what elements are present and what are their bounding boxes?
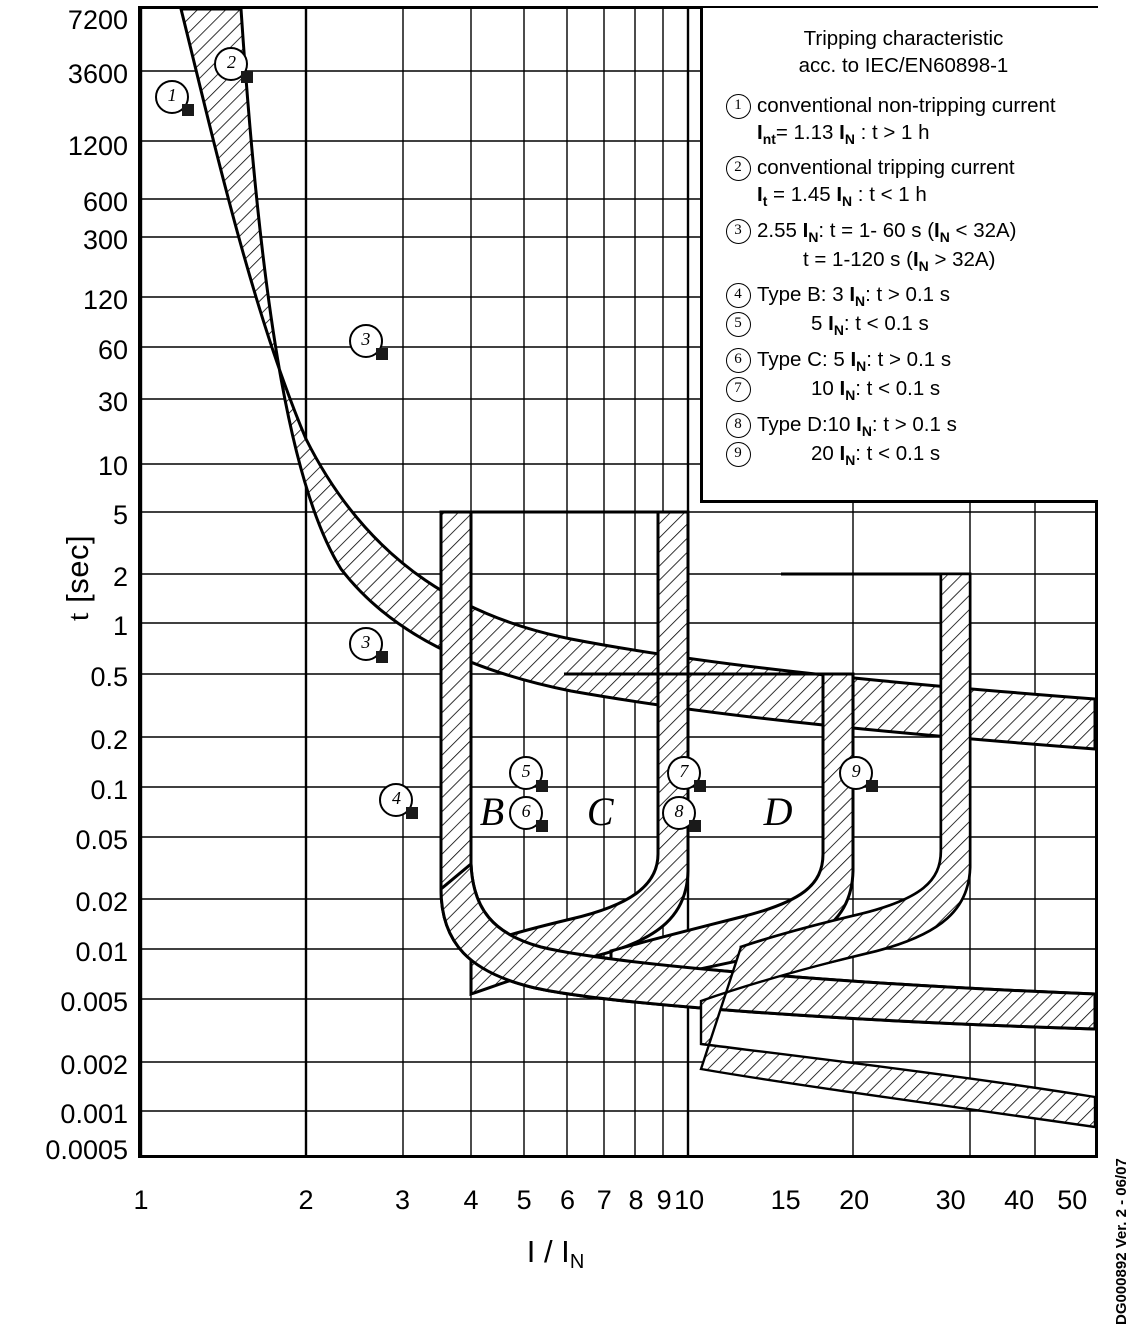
x-tick-label: 8	[628, 1185, 644, 1215]
y-tick-label: 0.001	[60, 1099, 128, 1129]
y-tick-label: 0.005	[60, 987, 128, 1017]
legend-item-5	[719, 311, 1088, 340]
chart-marker-4: 4	[379, 783, 413, 817]
legend-box	[700, 8, 1098, 503]
x-tick-label: 9	[656, 1185, 672, 1215]
legend-item-7	[719, 376, 1088, 405]
chart-marker-8: 8	[662, 796, 696, 830]
x-tick-label: 3	[395, 1185, 411, 1215]
chart-marker-6: 6	[509, 796, 543, 830]
legend-item-1	[719, 93, 1088, 148]
legend-item-3	[719, 218, 1088, 276]
legend-number-5: 5	[719, 311, 757, 337]
y-tick-label: 1200	[67, 131, 128, 161]
y-axis-ticks	[0, 0, 128, 1165]
legend-number-9: 9	[719, 441, 757, 467]
legend-number-3: 3	[719, 218, 757, 244]
y-tick-label: 0.002	[60, 1050, 128, 1080]
x-tick-label: 6	[560, 1185, 576, 1215]
legend-item-4	[719, 282, 1088, 311]
legend-text-9: 20 $I_N$: t < 0.1 s	[811, 442, 941, 469]
x-tick-label: 30	[935, 1185, 966, 1215]
x-tick-label: 10	[674, 1185, 705, 1215]
y-axis-label: t [sec]	[60, 534, 95, 622]
chart-marker-3b: 3	[349, 627, 383, 661]
y-tick-label: 10	[97, 451, 128, 481]
y-tick-label: 5	[112, 500, 128, 530]
legend-number-2: 2	[719, 155, 757, 181]
chart-marker-1: 1	[155, 80, 189, 114]
y-tick-label: 0.1	[90, 775, 128, 805]
legend-text-5: 5 $I_N$: t < 0.1 s	[811, 312, 929, 339]
y-tick-label: 0.5	[90, 662, 128, 692]
x-tick-label: 5	[516, 1185, 532, 1215]
document-code: DG000892 Ver. 2 - 06/07	[1113, 1158, 1130, 1325]
y-tick-label: 600	[82, 187, 128, 217]
legend-text-3: 2.55 $I_N$: t = 1- 60 s $(I_N < 32A)$ t = 1-120 s $(I_N > 32A)$	[757, 218, 1017, 274]
x-tick-label: 1	[133, 1185, 149, 1215]
y-tick-label: 300	[82, 225, 128, 255]
legend-text-6: Type C: 5 $I_N$: t > 0.1 s	[757, 348, 952, 375]
chart-marker-2: 2	[214, 47, 248, 81]
y-tick-label: 0.05	[75, 825, 128, 855]
legend-text-4: Type B: 3 $I_N$: t > 0.1 s	[757, 283, 950, 310]
legend-number-7: 7	[719, 376, 757, 402]
y-tick-label: 30	[97, 387, 128, 417]
legend-number-1: 1	[719, 93, 757, 119]
legend-number-4: 4	[719, 282, 757, 308]
y-tick-label: 60	[97, 335, 128, 365]
chart-marker-7: 7	[667, 756, 701, 790]
zone-label-c: C	[586, 788, 614, 834]
legend-text-2: conventional tripping current $I_t = 1.45$ $I_N$ : t < 1 h	[757, 156, 1015, 209]
y-tick-label: 7200	[67, 5, 128, 35]
legend-number-8: 8	[719, 412, 757, 438]
x-tick-label: 20	[839, 1185, 870, 1215]
y-tick-label: 0.0005	[45, 1135, 128, 1165]
x-tick-label: 50	[1057, 1185, 1088, 1215]
chart-marker-9: 9	[839, 756, 873, 790]
x-tick-label: 7	[596, 1185, 612, 1215]
x-tick-label: 4	[463, 1185, 479, 1215]
y-tick-label: 3600	[67, 59, 128, 89]
x-tick-label: 40	[1004, 1185, 1035, 1215]
legend-item-6	[719, 347, 1088, 376]
x-axis-label: I / $I_N$	[526, 1234, 585, 1273]
legend-text-1: conventional non-tripping current $I_{nt}= 1.13$ $I_N$ : t > 1 h	[757, 94, 1056, 147]
legend-item-2	[719, 155, 1088, 210]
x-tick-label: 15	[770, 1185, 801, 1215]
zone-label-b: B	[479, 788, 505, 834]
y-tick-label: 0.02	[75, 887, 128, 917]
y-tick-label: 2	[112, 562, 128, 592]
chart-marker-3a: 3	[349, 324, 383, 358]
y-tick-label: 1	[112, 611, 128, 641]
y-tick-label: 0.01	[75, 937, 128, 967]
chart-marker-5: 5	[509, 756, 543, 790]
legend-number-6: 6	[719, 347, 757, 373]
legend-title: Tripping characteristic acc. to IEC/EN60898-1	[798, 27, 1009, 77]
legend-item-8	[719, 412, 1088, 441]
legend-text-8: Type D:10 $I_N$: t > 0.1 s	[757, 413, 957, 440]
y-tick-label: 0.2	[90, 725, 128, 755]
x-tick-label: 2	[298, 1185, 314, 1215]
legend-item-9	[719, 441, 1088, 470]
legend-text-7: 10 $I_N$: t < 0.1 s	[811, 377, 941, 404]
y-tick-label: 120	[82, 285, 128, 315]
zone-label-d: D	[763, 788, 793, 834]
